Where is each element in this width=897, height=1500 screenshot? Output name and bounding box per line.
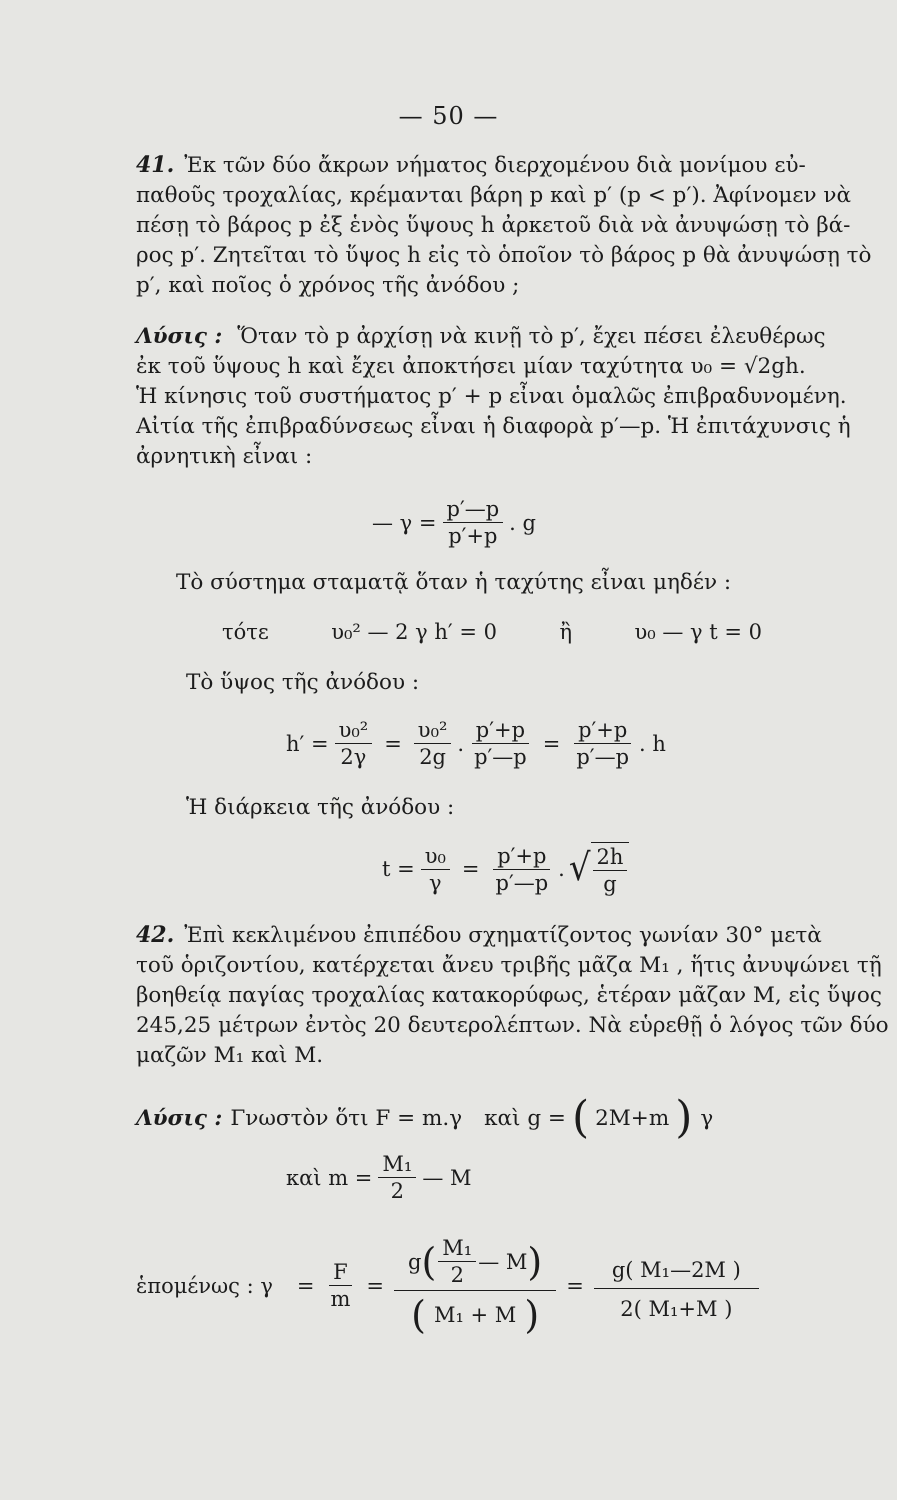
solution-41-line-2: ἐκ τοῦ ὕψους h καὶ ἔχει ἀποκτήσει μίαν ταχύτητα υ₀ = √2gh. — [136, 354, 806, 379]
problem-42-line-3: βοηθείᾳ παγίας τροχαλίας κατακορύφως, ἑτέραν μᾶζαν M, εἰς ὕψος — [136, 983, 882, 1008]
fraction: $\frac{p'+p}{p'—p}$ — [470, 718, 531, 769]
solution-41-line-3: Ἡ κίνησις τοῦ συστήματος p′ + p εἶναι ὁμαλῶς ἐπιβραδυνομένη. — [136, 384, 847, 409]
problem-41-line-2: παθοῦς τροχαλίας, κρέμανται βάρη p καὶ p′ (p < p′). Ἀφίνομεν νὰ — [136, 183, 852, 208]
solution-41-line-4: Αἰτία τῆς ἐπιβραδύνσεως εἶναι ἡ διαφορὰ p′—p. Ἡ ἐπιτάχυνσις ἡ — [136, 414, 851, 439]
page-number: — 50 — — [398, 102, 499, 130]
equation-m: καὶ m = $\frac{\text{M₁}}{2}$ — M — [286, 1152, 472, 1203]
duration-line: Ἡ διάρκεια τῆς ἀνόδου : — [186, 795, 455, 820]
problem-42-line-4: 245,25 μέτρων ἐντὸς 20 δευτερολέπτων. Νὰ εὑρεθῇ ὁ λόγος τῶν δύο — [136, 1013, 889, 1038]
equation-height: h′ = $\frac{\text{υ₀²}}{2\gamma}$ = $\frac{\text{υ₀²}}{2g}$ . $\frac{p'+p}{p'—p}$ = $\frac{p'+p}{p'—p}$ . h — [286, 718, 666, 769]
problem-41-line-1: 41. Ἐκ τῶν δύο ἄκρων νήματος διερχομένου διὰ μονίμου εὐ- — [136, 152, 806, 178]
problem-42-number: 42. — [136, 922, 175, 948]
radical-sign-icon: √ — [568, 845, 591, 890]
fraction: $\frac{\text{υ₀}}{\gamma}$ — [421, 844, 450, 895]
square-root — [569, 842, 630, 896]
fraction: $\frac{F}{m}$ — [330, 1260, 351, 1311]
problem-42-line-1: 42. Ἐπὶ κεκλιμένου ἐπιπέδου σχηματίζοντος γωνίαν 30° μετὰ — [136, 922, 822, 948]
fraction: $\frac{\text{M₁}}{2}$ — [438, 1236, 476, 1287]
equation-gamma: — γ = $\frac{p'—p}{p'+p}$ . g — [372, 497, 536, 548]
solution-41-line-1: Λύσις : Ὅταν τὸ p ἀρχίσῃ νὰ κινῇ τὸ p′, ἔχει πέσει ἐλευθέρως — [136, 324, 826, 349]
fraction: $\frac{p'+p}{p'—p}$ — [492, 844, 553, 895]
height-line: Τὸ ὕψος τῆς ἀνόδου : — [186, 670, 420, 695]
fraction: $\frac{p'—p}{p'+p}$ — [443, 497, 504, 548]
problem-41-line-3: πέσῃ τὸ βάρος p ἐξ ἑνὸς ὕψους h ἀρκετοῦ διὰ νὰ ἀνυψώσῃ τὸ βά- — [136, 213, 851, 238]
equation-acceleration: ἑπομένως : γ = $\frac{F}{m}$ = g ( $\frac{\text{M₁}}{2}$ — M ) ( M₁ + M ) = $\frac{\text{g( M₁—2M )}}{\text{2( M₁+M )}}$ — [136, 1236, 763, 1335]
big-fraction-2: $\frac{\text{g( M₁—2M )}}{\text{2( M₁+M )}}$ — [594, 1250, 759, 1321]
solution-41 — [136, 322, 876, 472]
problem-42 — [136, 920, 889, 1071]
problem-41-line-4: ρος p′. Ζητεῖται τὸ ὕψος h εἰς τὸ ὁποῖον τὸ βάρος p θὰ ἀνυψώσῃ τὸ — [136, 243, 872, 268]
problem-42-line-2: τοῦ ὁριζοντίου, κατέρχεται ἄνευ τριβῆς μᾶζα M₁ , ἥτις ἀνυψώνει τῇ — [136, 953, 882, 978]
solution-label: Λύσις : — [136, 324, 223, 349]
problem-41 — [136, 150, 876, 301]
solution-42-line-1: Λύσις : Γνωστὸν ὅτι F = m.γ καὶ g = ( 2M+m ) γ — [136, 1092, 714, 1143]
fraction: $\frac{p'+p}{p'—p}$ — [572, 718, 633, 769]
big-fraction-1: g ( $\frac{\text{M₁}}{2}$ — M ) ( M₁ + M ) — [394, 1236, 556, 1335]
fraction: $\frac{\text{M₁}}{2}$ — [378, 1152, 416, 1203]
solution-41-line-5: ἀρνητικὴ εἶναι : — [136, 444, 313, 469]
problem-41-number: 41. — [136, 152, 175, 178]
equation-time: t = $\frac{\text{υ₀}}{\gamma}$ = $\frac{p'+p}{p'—p}$ . √ $\frac{2h}{g}$ — [382, 842, 629, 896]
fraction: $\frac{\text{υ₀²}}{2\gamma}$ — [335, 718, 373, 769]
fraction: $\frac{2h}{g}$ — [593, 845, 628, 896]
stop-condition-line: Τὸ σύστημα σταματᾷ ὅταν ἡ ταχύτης εἶναι μηδέν : — [176, 570, 732, 595]
problem-42-line-5: μαζῶν M₁ καὶ M. — [136, 1043, 324, 1068]
solution-label: Λύσις : — [136, 1105, 223, 1131]
equation-tote: τότε υ₀² — 2 γ h′ = 0 ἢ υ₀ — γ t = 0 — [222, 620, 762, 644]
problem-41-line-5: p′, καὶ ποῖος ὁ χρόνος τῆς ἀνόδου ; — [136, 273, 520, 298]
fraction: $\frac{\text{υ₀²}}{2g}$ — [414, 718, 452, 769]
